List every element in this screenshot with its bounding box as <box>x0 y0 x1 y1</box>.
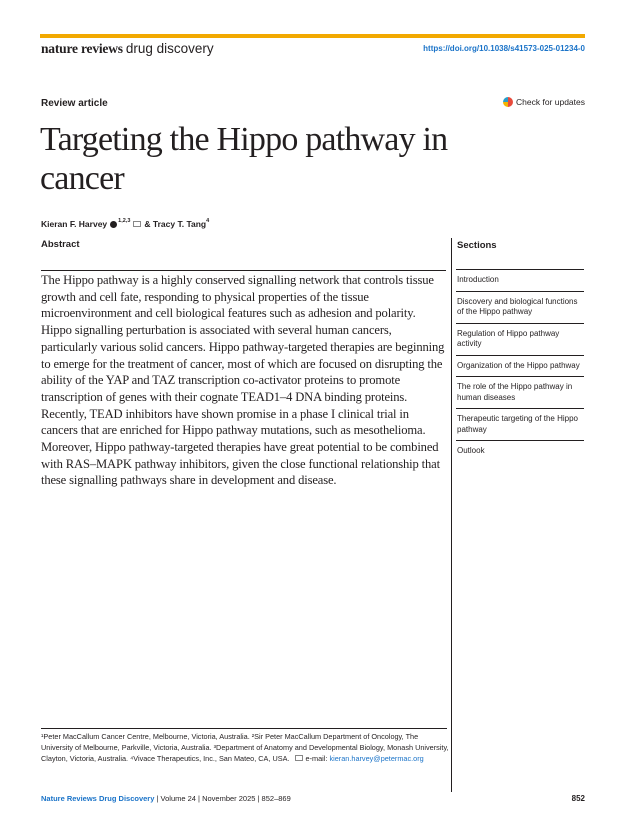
doi-link[interactable]: https://doi.org/10.1038/s41573-025-01234-0 <box>423 44 585 53</box>
journal-name-light: drug discovery <box>125 41 214 56</box>
email-link[interactable]: kieran.harvey@petermac.org <box>329 754 424 764</box>
author-separator: & <box>144 219 151 229</box>
article-title: Targeting the Hippo pathway in cancer <box>40 121 448 197</box>
section-link-role-disease[interactable]: The role of the Hippo pathway in human diseases <box>456 377 584 409</box>
footer-journal[interactable]: Nature Reviews Drug Discovery <box>41 794 155 803</box>
column-divider <box>451 238 452 792</box>
affiliations-footnote <box>41 731 449 765</box>
section-link-therapeutic[interactable]: Therapeutic targeting of the Hippo pathway <box>456 409 584 441</box>
check-updates-label: Check for updates <box>516 97 585 107</box>
page-number: 852 <box>571 794 585 803</box>
abstract-divider <box>41 270 446 271</box>
affiliations-text: ¹Peter MacCallum Cancer Centre, Melbourne, Victoria, Australia. ²Sir Peter MacCallum Department of Oncology, The University of Melbourne, Parkville, Victoria, Australia. ³Department of Anatomy and Developmental Biology, Monash University, Clayton, Victoria, Australia. ⁴Vivace Therapeutics, Inc., San Mateo, CA, USA. <box>41 732 449 764</box>
sections-heading: Sections <box>457 240 497 251</box>
header-accent-bar <box>40 34 585 38</box>
author-name[interactable]: Kieran F. Harvey <box>41 219 108 229</box>
section-link-introduction[interactable]: Introduction <box>456 270 584 292</box>
affiliation-marks: 1,2,3 <box>118 218 131 224</box>
abstract-heading: Abstract <box>41 239 80 250</box>
email-label: e-mail: <box>305 754 328 764</box>
affiliation-marks-2: 4 <box>206 218 210 224</box>
email-icon[interactable] <box>133 221 141 227</box>
orcid-icon[interactable] <box>110 221 117 228</box>
section-link-regulation[interactable]: Regulation of Hippo pathway activity <box>456 324 584 356</box>
section-link-organization[interactable]: Organization of the Hippo pathway <box>456 356 584 378</box>
section-link-outlook[interactable]: Outlook <box>457 446 485 455</box>
footer-citation <box>41 794 291 803</box>
sections-nav <box>456 269 584 462</box>
check-updates-icon <box>503 97 513 107</box>
journal-name-bold: nature reviews <box>41 41 123 56</box>
footnote-divider <box>41 728 447 729</box>
abstract-text: The Hippo pathway is a highly conserved signalling network that controls tissue growth and cell fate, responding to physical properties of the tissue microenvironment and cell biological features such as adhesion and polarity. Hippo signalling perturbation is associated with several human cancers, particularly various solid cancers. Hippo pathway-targeted therapies are beginning to emerge for the treatment of cancer, most of which are focused on disrupting the ability of the YAP and TAZ transcription co-activator proteins to promote transcription of genes with their cognate TEAD1–4 DNA binding proteins. Recently, TEAD inhibitors have shown promise in a phase I clinical trial in cancers that are enriched for Hippo pathway mutations, such as mesothelioma. Moreover, Hippo pathway-targeted therapies have great potential to be combined with RAS–MAPK pathway inhibitors, given the close functional relationship that these signalling pathways share in development and disease. <box>41 273 445 488</box>
journal-logo[interactable] <box>41 41 214 57</box>
author-name-2[interactable]: Tracy T. Tang <box>152 219 207 229</box>
footnote-email-icon <box>295 755 303 761</box>
check-updates-button[interactable] <box>503 97 585 107</box>
author-list <box>41 219 209 229</box>
article-type: Review article <box>41 98 108 109</box>
footer-meta: | Volume 24 | November 2025 | 852–869 <box>156 794 291 803</box>
section-link-discovery[interactable]: Discovery and biological functions of the Hippo pathway <box>456 292 584 324</box>
